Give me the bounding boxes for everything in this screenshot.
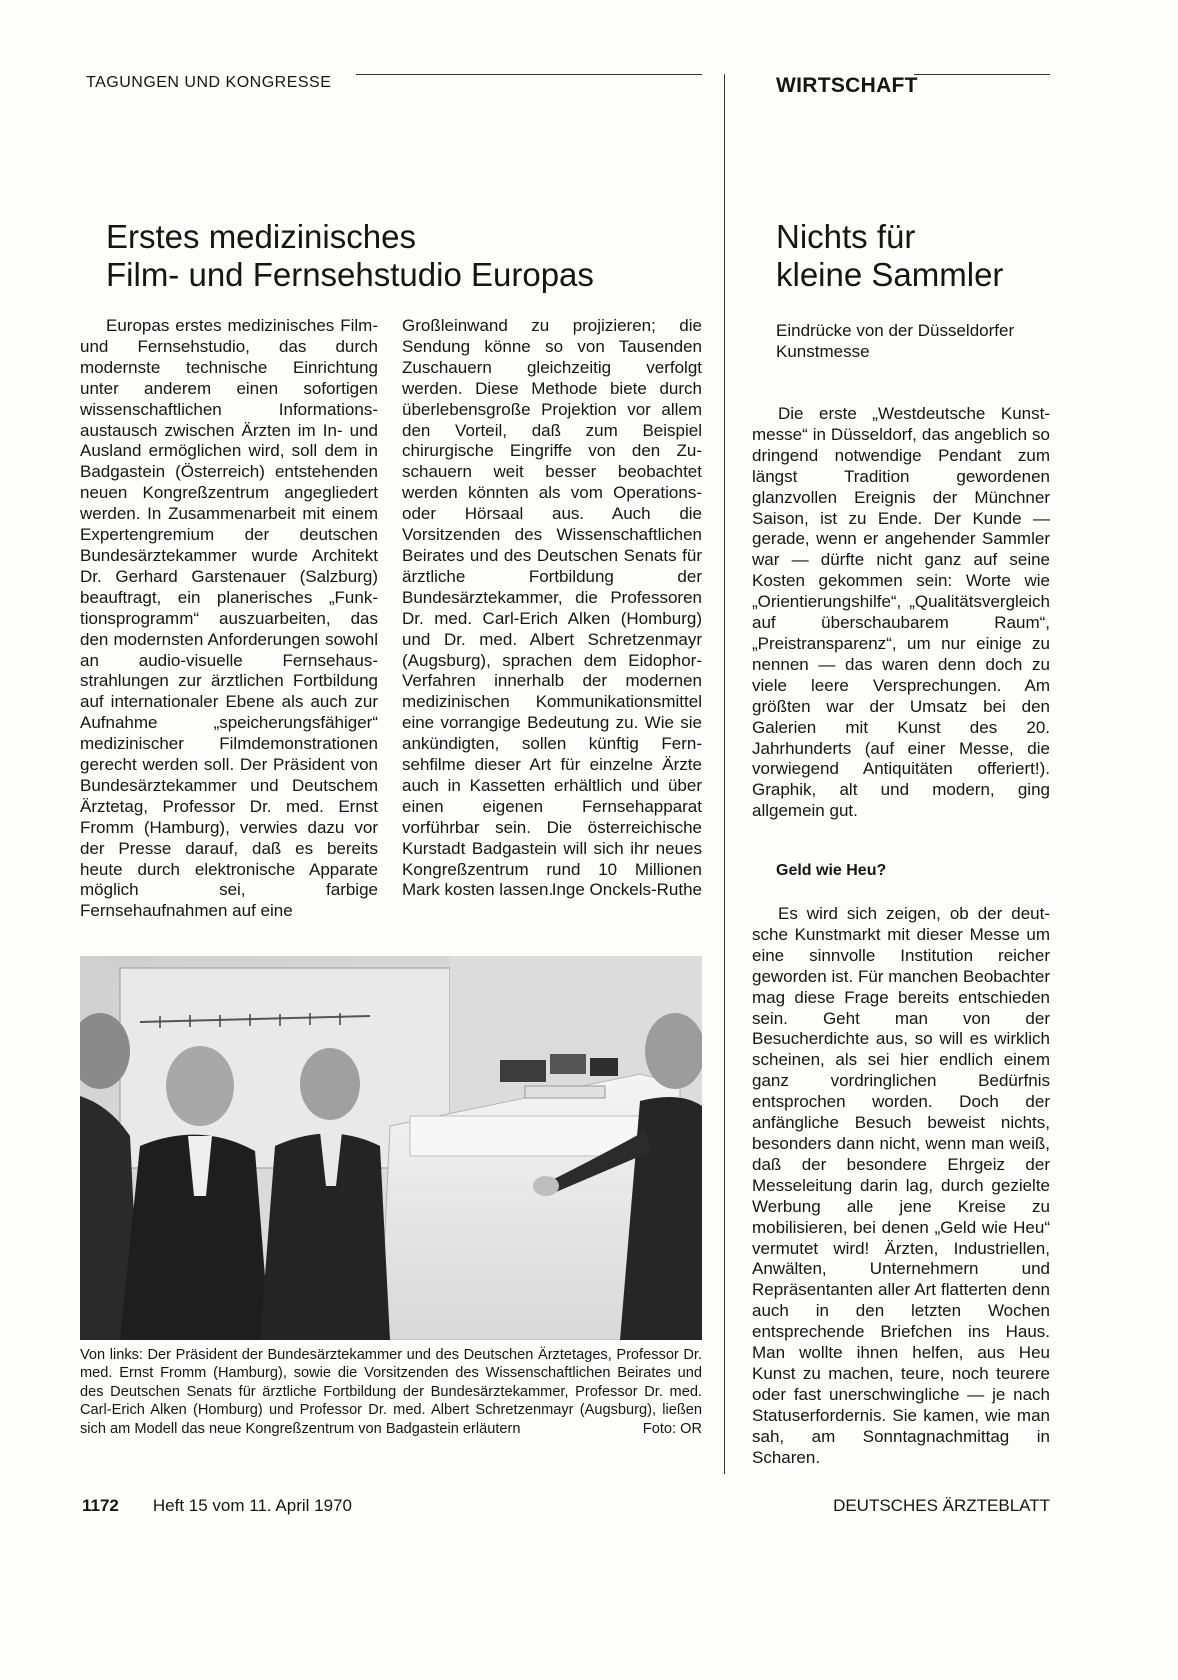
right-article-column — [752, 404, 1050, 822]
left-headline-line1: Erstes medizinisches — [106, 218, 416, 255]
column-divider — [724, 74, 725, 1474]
photo-caption — [80, 1346, 702, 1438]
section-label-left: TAGUNGEN UND KONGRESSE — [86, 74, 332, 91]
issue-info: Heft 15 vom 11. April 1970 — [152, 1496, 352, 1515]
left-article-text-col1: Europas erstes medizinisches Film- und Fernsehstudio, das durch modernste technische Einrichtung unter anderem einen sofortigen wissenschaftlichen Informationsaustausch zwischen Ärzten im In- und Ausland ermöglichen wird, soll dem in Badgastein (Österreich) entstehenden neuen Kongreßzentrum angegliedert werden. In Zusammenarbeit mit einem Expertengremium der deutschen Bundesärztekammer wurde Architekt Dr. Gerhard Garstenauer (Salzburg) beauftragt, ein planerisches „Funktionsprogramm“ auszuarbeiten, das den modernsten Anforderungen sowohl an audio-visuelle Fernsehausstrahlungen zur ärztlichen Fortbildung auf internationaler Ebene als auch zur Aufnahme „speicherungsfähiger“ medizinischer Filmdemonstrationen gerecht werden soll. Der Präsident von Bundesärztekammer und Deutschem Ärztetag, Professor Dr. med. Ernst Fromm (Hamburg), verwies dazu vor der Presse darauf, daß es bereits heute durch elektronische Apparate möglich sei, farbige Fernsehaufnahmen auf eine — [80, 316, 378, 921]
right-headline — [776, 218, 1066, 294]
right-subtitle — [776, 320, 1066, 362]
left-article-text-col2: Großleinwand zu projizieren; die Sendung könne so von Tausenden Zuschauern gleichzeitig verfolgt werden. Diese Methode biete durch überlebensgroße Projektion vor allem den Vorteil, daß zum Beispiel chirurgische Eingriffe von den Zuschauern weit besser beobachtet werden könnten als vom Operations- oder Hörsaal aus. Auch die Vorsitzenden des Wissenschaftlichen Beirates und des Deutschen Senats für ärztliche Fortbildung der Bundesärztekammer, die Professoren Dr. med. Carl-Erich Alken (Homburg) und Dr. med. Albert Schretzenmayr (Augsburg), sprachen dem Eidophor-Verfahren innerhalb der modernen medizinischen Kommunikationsmittel eine vorrangige Bedeutung zu. Wie sie ankündigten, sollen künftig Fernsehfilme dieser Art für einzelne Ärzte auch in Kassetten erhältlich und über einen eigenen Fernsehapparat vorführbar sein. Die österreichische Kurstadt Badgastein will sich ihr neues Kongreßzentrum rund 10 Millionen Mark kosten lassen. — [402, 316, 702, 900]
footer-journal: DEUTSCHES ÄRZTEBLATT — [833, 1496, 1050, 1515]
press-photo — [80, 956, 702, 1340]
header-rule-right — [914, 74, 1050, 75]
right-article-para2: Es wird sich zeigen, ob der deutsche Kunstmarkt mit dieser Messe um eine sinnvolle Institution reicher geworden ist. Für manchen Beobachter mag diese Frage bereits entschieden sein. Geht man von der Besucherdichte aus, so will es wirklich scheinen, als sei hier endlich einem ganz vordringlichen Bedürfnis entsprochen worden. Doch der anfängliche Besuch beweist nichts, besonders dann nicht, wenn man weiß, daß der besondere Ehrgeiz der Messeleitung darin lag, durch gezielte Werbung alle jene Kreise zu mobilisieren, bei denen „Geld wie Heu“ vermutet wird! Ärzten, Industriellen, Anwälten, Unternehmern und Repräsentanten aller Art flatterten denn auch in den letzten Wochen entsprechende Briefchen ins Haus. Man wollte ihnen helfen, aus Heu Kunst zu machen, teure, noch teurere oder fast unerschwingliche — je nach Statuserfordernis. Sie kamen, wie man sah, am Sonntagnachmittag in Scharen. — [752, 904, 1050, 1467]
footer-left — [82, 1496, 352, 1516]
right-article-column-2 — [752, 904, 1050, 1468]
author-line: Inge Onckels-Ruthe — [551, 880, 702, 900]
right-subhead: Geld wie Heu? — [776, 862, 887, 879]
right-subtitle-line1: Eindrücke von der Düsseldorfer — [776, 321, 1015, 340]
section-label-right: WIRTSCHAFT — [776, 74, 918, 97]
photo-caption-text: Von links: Der Präsident der Bundesärztekammer und des Deutschen Ärztetages, Professor Dr. med. Ernst Fromm (Hamburg), sowie die Vorsitzenden des Wissenschaftlichen Beirates und des Deutschen Senats für ärztliche Fortbildung der Bundesärztekammer, Professor Dr. med. Carl-Erich Alken (Homburg) und Professor Dr. med. Albert Schretzenmayr (Augsburg), ließen sich am Modell das neue Kongreßzentrum von Badgastein erläutern — [80, 1347, 702, 1437]
right-headline-line1: Nichts für — [776, 218, 916, 255]
header-rule-left — [356, 74, 702, 75]
right-article-para1: Die erste „Westdeutsche Kunstmesse“ in Düsseldorf, das angeblich so dringend notwendige Pendant zum längst Tradition gewordenen glanzvollen Ereignis der Münchner Saison, ist zu Ende. Der Kunde — gerade, wenn er angehender Sammler war — dürfte nicht ganz auf seine Kosten gekommen sein: Worte wie „Orientierungshilfe“, „Qualitätsvergleich auf überschaubarem Raum“, „Preistransparenz“, um nur einige zu nennen — das waren denn doch zu viele leere Versprechungen. Am größten war der Umsatz bei den Galerien mit Kunst des 20. Jahrhunderts (auf einer Messe, die vorwiegend Antiquitäten offeriert!). Graphik, alt und modern, ging allgemein gut. — [752, 404, 1050, 821]
left-article-column-1 — [80, 316, 378, 922]
photo-image — [80, 956, 702, 1340]
right-subtitle-line2: Kunstmesse — [776, 342, 870, 361]
right-headline-line2: kleine Sammler — [776, 256, 1004, 293]
left-headline — [106, 218, 706, 294]
page-number: 1172 — [82, 1496, 119, 1515]
photo-credit: Foto: OR — [642, 1420, 702, 1437]
left-article-column-2 — [402, 316, 702, 901]
left-headline-line2: Film- und Fernsehstudio Europas — [106, 256, 594, 293]
